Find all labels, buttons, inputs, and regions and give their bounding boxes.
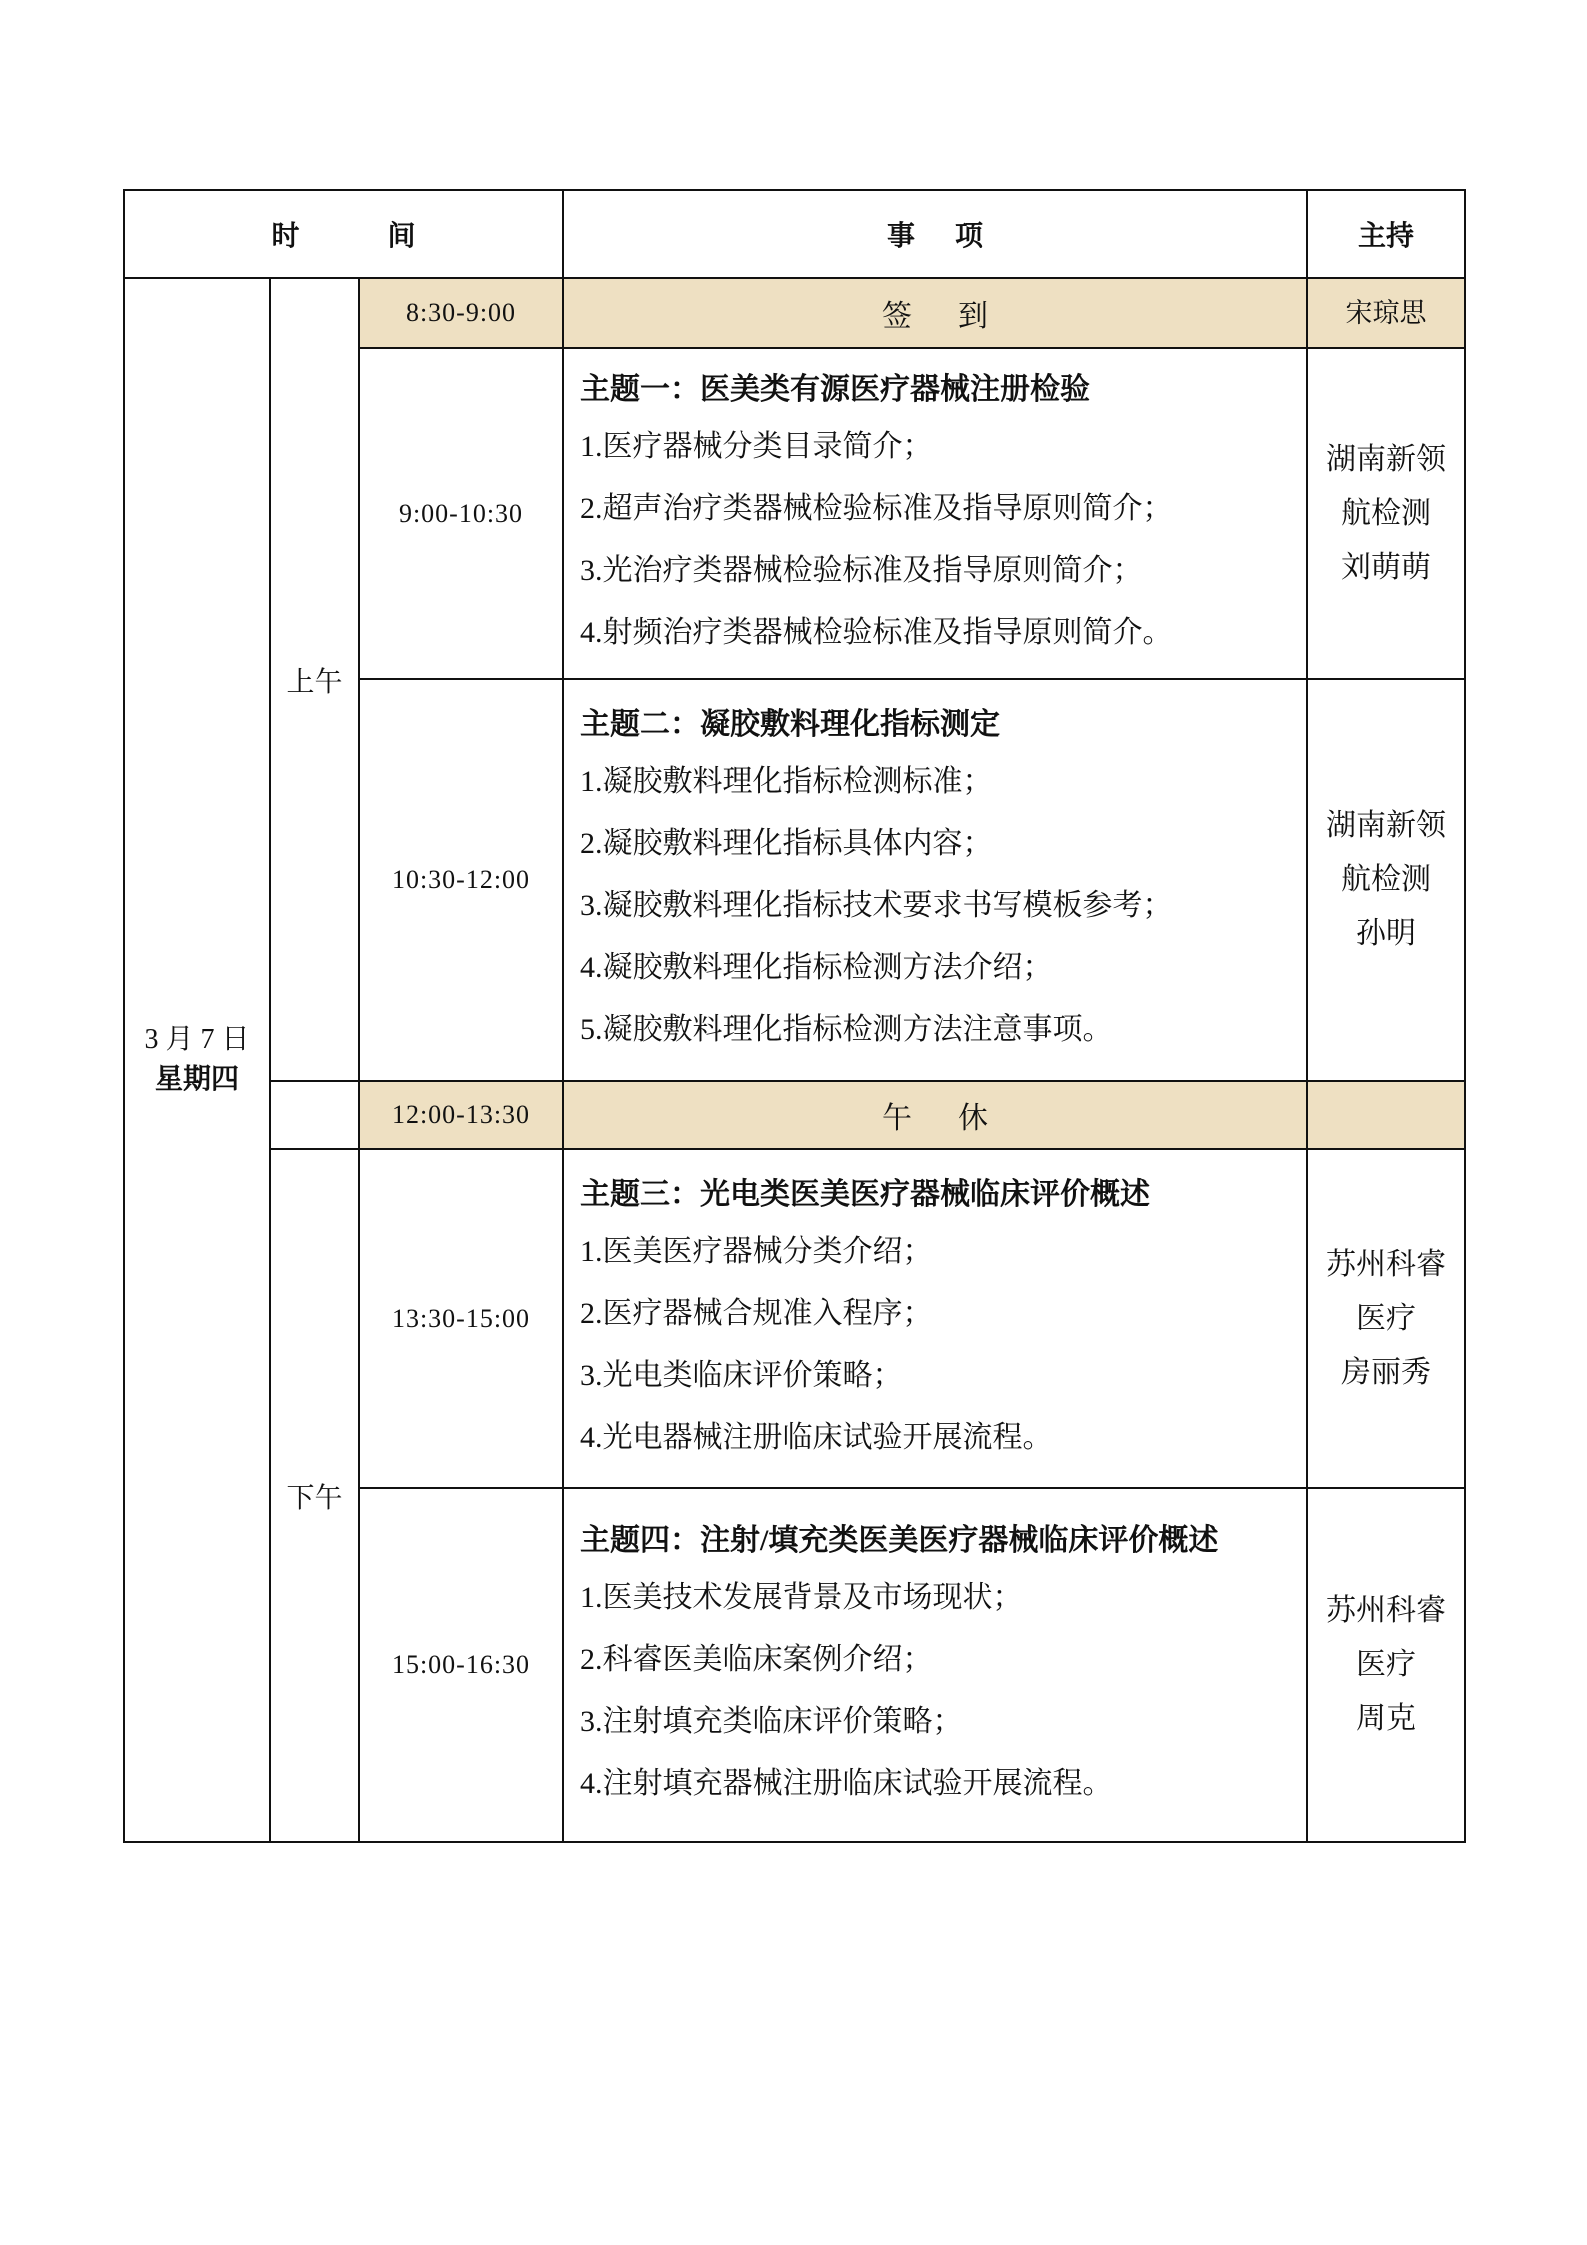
session-topic: 4.注射填充器械注册临床试验开展流程。: [580, 1767, 1113, 1800]
header-row: [124, 190, 1465, 278]
lunch-row: [124, 1081, 1465, 1149]
session-topic: 3.光治疗类器械检验标准及指导原则简介；: [580, 553, 1143, 587]
host-name: 刘萌萌: [1341, 550, 1432, 584]
lunch-time: 12:00-13:30: [359, 1081, 563, 1149]
header-time-char1: 时: [271, 221, 300, 252]
host-org-line2: 医疗: [1356, 1301, 1417, 1335]
date-cell: [124, 278, 270, 1842]
header-item: [563, 190, 1307, 278]
date-day: 3 月 7 日: [144, 1024, 250, 1055]
session-topic-list: [580, 1567, 1298, 1815]
session-title: 主题三：光电类医美医疗器械临床评价概述: [580, 1177, 1151, 1211]
host-org-line2: 医疗: [1356, 1648, 1417, 1681]
session-title: 主题四：注射/填充类医美医疗器械临床评价概述: [580, 1524, 1219, 1557]
checkin-time: 8:30-9:00: [359, 278, 563, 348]
host-org-line1: 湖南新领: [1326, 809, 1447, 842]
host-org-line2: 航检测: [1341, 496, 1432, 530]
session-topic: 5.凝胶敷料理化指标检测方法注意事项。: [580, 1013, 1113, 1046]
header-host: 主持: [1307, 190, 1465, 278]
host-name: 孙明: [1356, 917, 1417, 950]
host-org-line2: 航检测: [1341, 863, 1432, 896]
header-time: [124, 190, 563, 278]
lunch-period-cell: [270, 1081, 359, 1149]
session-title: 主题一：医美类有源医疗器械注册检验: [580, 372, 1091, 406]
date-weekday: 星期四: [154, 1064, 239, 1095]
header-item-char1: 事: [887, 221, 916, 252]
session-topic-list: [580, 1221, 1298, 1469]
lunch-event-char1: 午: [882, 1102, 913, 1135]
checkin-row: [124, 278, 1465, 348]
session-topic: 4.光电器械注册临床试验开展流程。: [580, 1420, 1053, 1454]
session-topic: 2.科睿医美临床案例介绍；: [580, 1643, 933, 1676]
session-topic: 1.医美医疗器械分类介绍；: [580, 1234, 933, 1268]
session-topic: 4.凝胶敷料理化指标检测方法介绍；: [580, 951, 1053, 984]
session-time: 10:30-12:00: [359, 679, 563, 1081]
session-title: 主题二：凝胶敷料理化指标测定: [580, 708, 1001, 741]
session-topic: 2.超声治疗类器械检验标准及指导原则简介；: [580, 491, 1173, 525]
schedule-table: [123, 189, 1466, 1843]
checkin-event-char2: 到: [958, 300, 989, 333]
session-host: [1307, 679, 1465, 1081]
session-host: [1307, 1149, 1465, 1488]
session-content: [563, 348, 1307, 679]
afternoon-label: 下午: [270, 1149, 359, 1842]
session-topic-list: [580, 751, 1298, 1061]
session-topic: 3.光电类临床评价策略；: [580, 1358, 903, 1392]
session-content: [563, 1488, 1307, 1842]
header-time-char2: 间: [387, 221, 416, 252]
session-topic: 1.凝胶敷料理化指标检测标准；: [580, 765, 993, 798]
session-host: [1307, 348, 1465, 679]
session-topic: 2.凝胶敷料理化指标具体内容；: [580, 827, 993, 860]
host-name: 房丽秀: [1341, 1355, 1432, 1389]
session-host: [1307, 1488, 1465, 1842]
session-topic-list: [580, 416, 1298, 664]
session-row: [124, 1149, 1465, 1488]
checkin-host: 宋琼思: [1307, 278, 1465, 348]
session-topic: 4.射频治疗类器械检验标准及指导原则简介。: [580, 615, 1173, 649]
session-topic: 1.医美技术发展背景及市场现状；: [580, 1581, 1023, 1614]
lunch-host: [1307, 1081, 1465, 1149]
host-org-line1: 苏州科睿: [1326, 1247, 1447, 1281]
header-item-char2: 项: [955, 221, 984, 252]
session-topic: 3.注射填充类临床评价策略；: [580, 1705, 963, 1738]
host-name: 周克: [1356, 1702, 1417, 1735]
session-time: 13:30-15:00: [359, 1149, 563, 1488]
session-topic: 3.凝胶敷料理化指标技术要求书写模板参考；: [580, 889, 1173, 922]
lunch-event-char2: 休: [958, 1102, 989, 1135]
session-topic: 1.医疗器械分类目录简介；: [580, 429, 933, 463]
checkin-event: [563, 278, 1307, 348]
morning-label: 上午: [270, 278, 359, 1081]
session-content: [563, 1149, 1307, 1488]
session-time: 9:00-10:30: [359, 348, 563, 679]
session-topic: 2.医疗器械合规准入程序；: [580, 1296, 933, 1330]
session-content: [563, 679, 1307, 1081]
host-org-line1: 湖南新领: [1326, 442, 1447, 476]
host-org-line1: 苏州科睿: [1326, 1594, 1447, 1627]
lunch-event: [563, 1081, 1307, 1149]
session-time: 15:00-16:30: [359, 1488, 563, 1842]
checkin-event-char1: 签: [882, 300, 913, 333]
